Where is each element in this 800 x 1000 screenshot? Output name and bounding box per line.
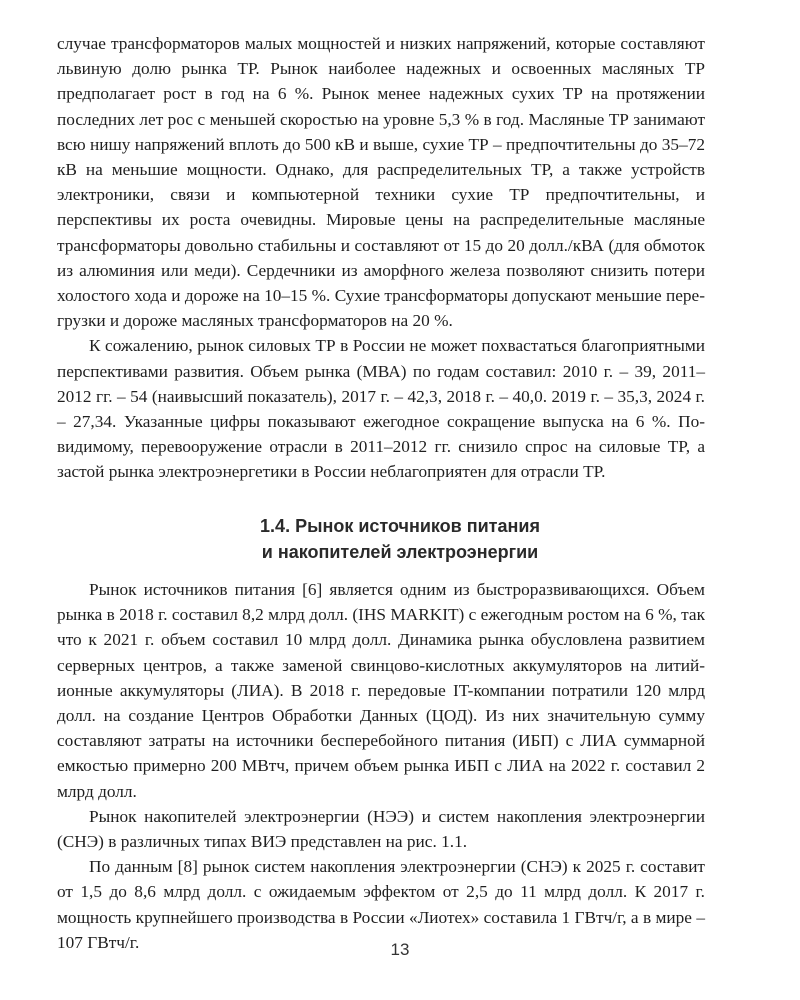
paragraph-storage-market: Рынок накопителей электроэнергии (НЭЭ) и систем накопления электроэнергии (СНЭ) в различных типах ВИЭ представлен на рис. 1.1. xyxy=(57,806,705,852)
section-heading-line-2: и накопителей электроэнергии xyxy=(261,542,539,562)
body-text-bottom xyxy=(57,577,705,955)
paragraph-russian-market: К сожалению, рынок силовых ТР в России не может похвастаться благоприятными перспективами развития. Объем рынка (МВА) по годам составил: 2010 г. – 39, 2011–2012 гг. – 54 (наивысший показатель), 2017 г. – 42,3, 2018 г. – 40,0. 2019 г. – 35,3, 2024 г. – 27,34. Указанные цифры показывают ежегодное сокращение выпуска на 6 %. По-видимому, перевооружение отрасли в 2011–2012 гг. снизило спрос на силовые ТР, а застой рынка электроэнергетики в России неблагоприятен для отрасли ТР. xyxy=(57,336,705,482)
body-text-top xyxy=(57,31,705,485)
section-heading xyxy=(0,513,800,565)
paragraph-continuation: случае трансформаторов малых мощностей и низких напряжений, которые составляют львиную долю рынка ТР. Рынок наиболее надежных и освоенных масляных ТР предполагает рост в год на 6 %. Рынок менее надежных сухих ТР на протяжении последних лет рос с меньшей скоростью на уровне 5,3 % в год. Масляные ТР занимают всю нишу напряжений вплоть до 500 кВ и выше, сухие ТР – предпочтительны до 35–72 кВ на меньшие мощности. Однако, для распределительных ТР, а также устройств электроники, связи и компьютерной техники сухие ТР предпочтительны, и перспективы их роста очевидны. Мировые цены на распределительные масляные трансформаторы довольно стабильны и составляют от 15 до 20 долл./кВА (для обмоток из алюминия или меди). Сердечники из аморфного железа позволяют снизить потери холостого хода и дороже на 10–15 %. Сухие трансформаторы допускают меньшие перегрузки и дороже масляных трансформаторов на 20 %. xyxy=(57,34,705,331)
paragraph-storage-forecast: По данным [8] рынок систем накопления электроэнергии (СНЭ) к 2025 г. составит от 1,5 до 8,6 млрд долл. с ожидаемым эффектом от 2,5 до 11 млрд долл. К 2017 г. мощность крупнейшего производства в России «Лиотех» составила 1 ГВтч/г, а в мире – 107 ГВтч/г. xyxy=(57,857,705,952)
section-heading-line-1: 1.4. Рынок источников питания xyxy=(260,516,540,536)
page-number: 13 xyxy=(390,940,410,959)
paragraph-power-supply-market: Рынок источников питания [6] является одним из быстроразвивающихся. Объем рынка в 2018 г. составил 8,2 млрд долл. (IHS MARKIT) с ежегодным ростом на 6 %, так что к 2021 г. объем составил 10 млрд долл. Динамика рынка обусловлена развитием серверных центров, а также заменой свинцово-кислотных аккумуляторов на литий-ионные аккумуляторы (ЛИА). В 2018 г. передовые IT-компании потратили 120 млрд долл. на создание Центров Обработки Данных (ЦОД). Из них значительную сумму составляют затраты на источники бесперебойного питания (ИБП) с ЛИА суммарной емкостью примерно 200 МВтч, причем объем рынка ИБП с ЛИА на 2022 г. составил 2 млрд долл. xyxy=(57,580,705,801)
